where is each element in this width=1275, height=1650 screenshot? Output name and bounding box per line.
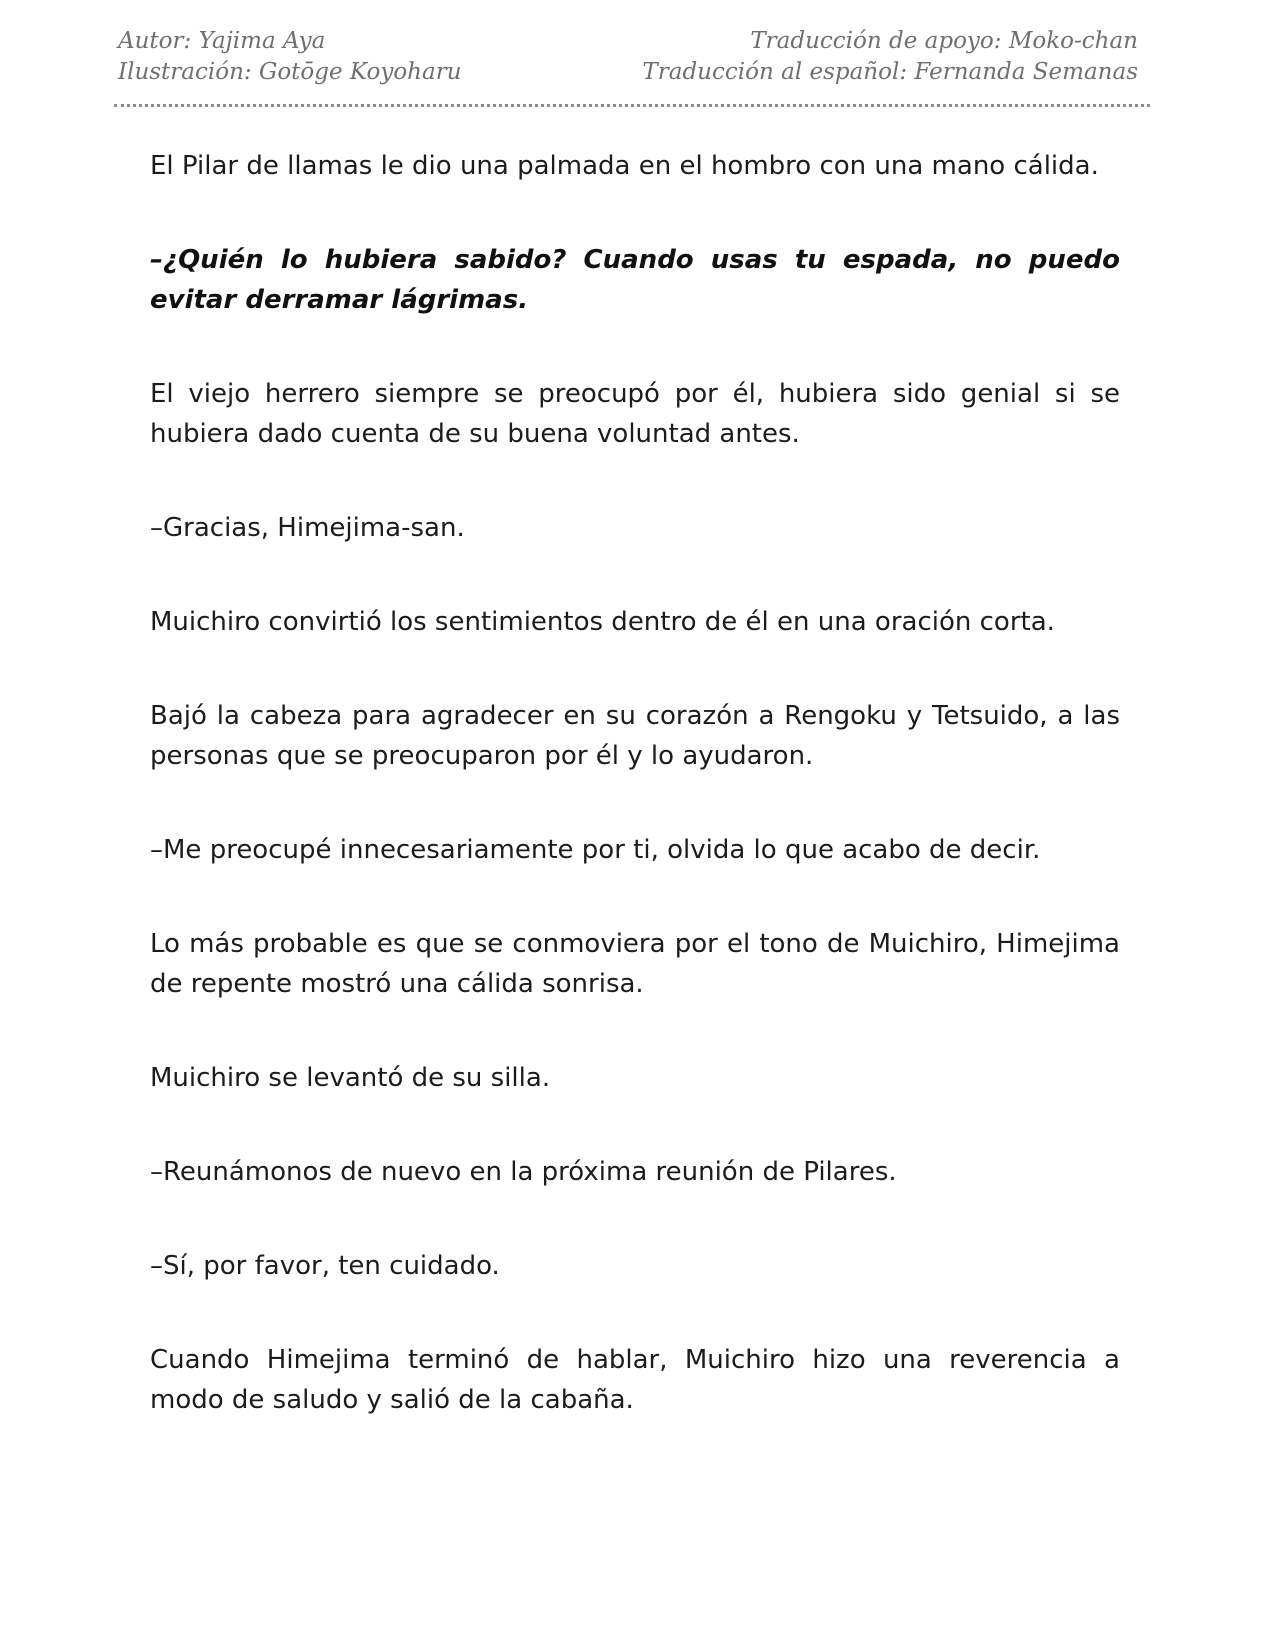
paragraph: Muichiro convirtió los sentimientos dentro de él en una oración corta. (150, 607, 1055, 637)
paragraph: Muichiro se levantó de su silla. (150, 1063, 551, 1093)
paragraph-dialogue: –Reunámonos de nuevo en la próxima reunión de Pilares. (150, 1157, 897, 1187)
author-credit: Autor: Yajima Aya (118, 28, 326, 54)
paragraph-dialogue: –Me preocupé innecesariamente por ti, olvida lo que acabo de decir. (150, 835, 1041, 865)
paragraph-dialogue: –Gracias, Himejima-san. (150, 513, 465, 543)
paragraph: Bajó la cabeza para agradecer en su corazón a Rengoku y Tetsuido, a las personas que se preocuparon por él y lo ayudaron. (150, 701, 1120, 771)
support-translation-credit: Traducción de apoyo: Moko-chan (750, 28, 1138, 54)
paragraph: El Pilar de llamas le dio una palmada en el hombro con una mano cálida. (150, 151, 1099, 181)
paragraph-dialogue: –Sí, por favor, ten cuidado. (150, 1251, 500, 1281)
document-body (150, 146, 1120, 1474)
header-divider (114, 104, 1150, 107)
spanish-translation-credit: Traducción al español: Fernanda Semanas (642, 59, 1138, 85)
paragraph: El viejo herrero siempre se preocupó por él, hubiera sido genial si se hubiera dado cuenta de su buena voluntad antes. (150, 379, 1120, 449)
illustration-credit: Ilustración: Gotōge Koyoharu (118, 59, 462, 85)
header-credits-left (118, 26, 462, 88)
paragraph: Cuando Himejima terminó de hablar, Muichiro hizo una reverencia a modo de saludo y salió de la cabaña. (150, 1345, 1120, 1415)
paragraph: Lo más probable es que se conmoviera por el tono de Muichiro, Himejima de repente mostró una cálida sonrisa. (150, 929, 1120, 999)
paragraph-emphasized-dialogue: –¿Quién lo hubiera sabido? Cuando usas tu espada, no puedo evitar derramar lágrimas. (150, 245, 1120, 315)
page-header (118, 26, 1138, 96)
header-credits-right (642, 26, 1138, 88)
